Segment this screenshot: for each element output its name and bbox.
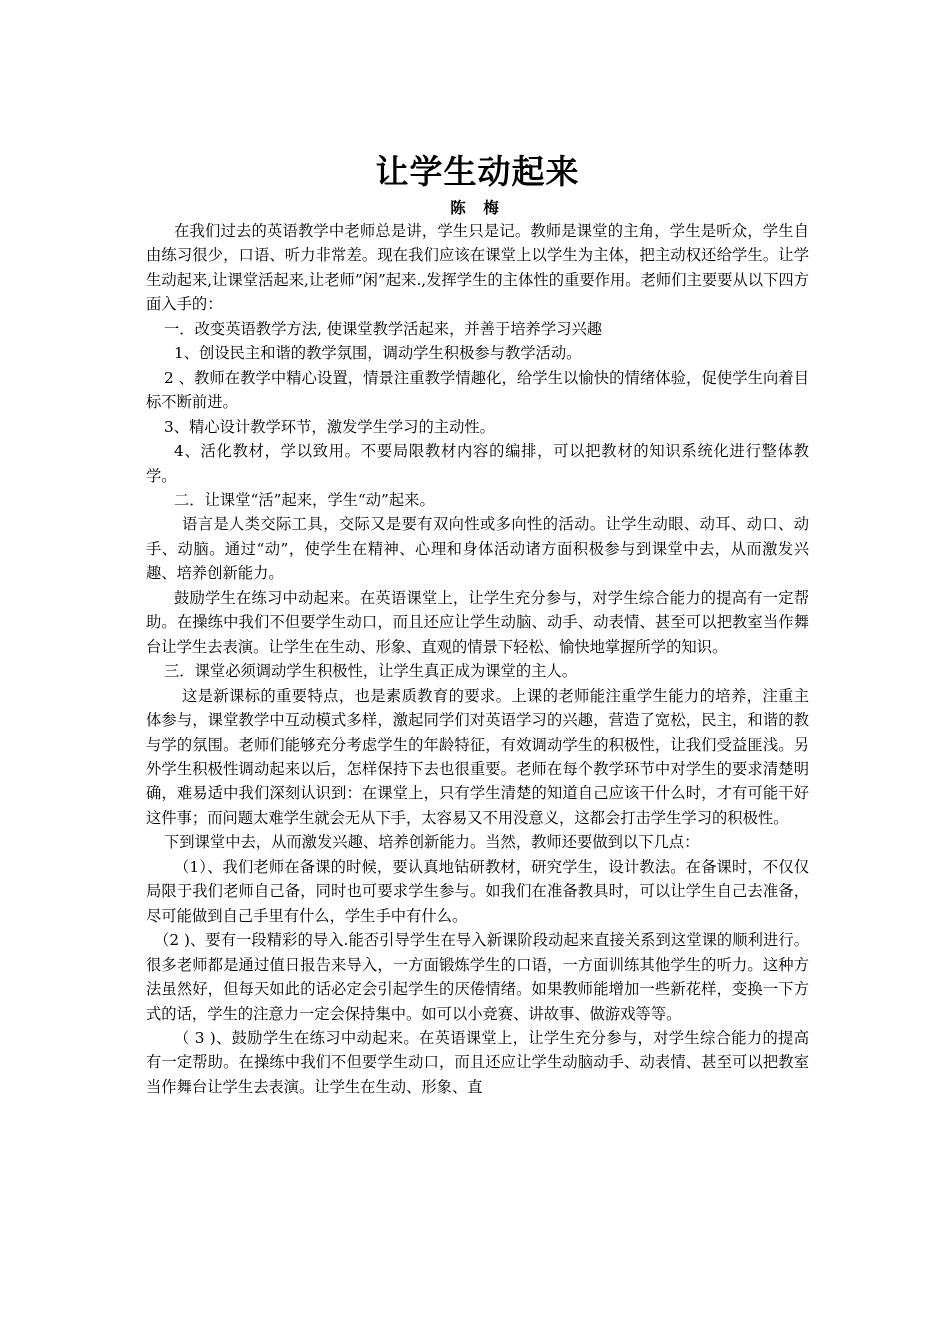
list-item: （2 )、要有一段精彩的导入.能否引导学生在导入新课阶段动起来直接关系到这堂课的顺利进行。很多老师都是通过值日报告来导入，一方面锻炼学生的口语，一方面训练其他学生的听力。这种方法虽然好，但每天如此的话必定会引起学生的厌倦情绪。如果教师能增加一些新花样，变换一下方式的话，学生的注意力一定会保持集中。如可以小竞赛、讲故事、做游戏等等。 (146, 931, 809, 1023)
list-item: （1）、我们老师在备课的时候，要认真地钻研教材，研究学生，设计教法。在备课时，不仅仅局限于我们老师自己备，同时也可要求学生参与。如我们在准备教具时，可以让学生自己去准备，尽可能做到自己手里有什么，学生手中有什么。 (146, 857, 809, 925)
paragraph: 鼓励学生在练习中动起来。在英语课堂上，让学生充分参与，对学生综合能力的提高有一定帮助。在操练中我们不但要学生动口，而且还应让学生动脑、动手、动表情、甚至可以把教室当作舞台让学生去表演。让学生在生动、形象、直观的情景下轻松、愉快地掌握所学的知识。 (146, 588, 809, 656)
section-heading: 二．让课堂“活”起来，学生“动”起来。 (174, 490, 435, 509)
list-item: 3、精心设计教学环节，激发学生学习的主动性。 (164, 417, 495, 436)
document-title: 让学生动起来 (375, 152, 580, 191)
list-item: 1、创设民主和谐的教学氛围，调动学生积极参与教学活动。 (174, 344, 582, 363)
section-heading: 三．课堂必须调动学生积极性，让学生真正成为课堂的主人。 (164, 662, 578, 681)
section-heading: 一．改变英语教学方法, 使课堂教学活起来，并善于培养学习兴趣 (164, 319, 603, 338)
paragraph: 语言是人类交际工具，交际又是要有双向性或多向性的活动。让学生动眼、动耳、动口、动手、动脑。通过“动”，使学生在精神、心理和身体活动诸方面积极参与到课堂中去，从而激发兴趣、培养创新能力。 (146, 515, 809, 583)
paragraph: 在我们过去的英语教学中老师总是讲，学生只是记。教师是课堂的主角，学生是听众，学生自由练习很少，口语、听力非常差。现在我们应该在课堂上以学生为主体，把主动权还给学生。让学生动起来,让课堂活起来,让老师”闲”起来.,发挥学生的主体性的重要作用。老师们主要要从以下四方面入手的： (146, 222, 809, 314)
paragraph: 下到课堂中去，从而激发兴趣、培养创新能力。当然，教师还要做到以下几点： (164, 833, 700, 852)
paragraph: 这是新课标的重要特点，也是素质教育的要求。上课的老师能注重学生能力的培养，注重主体参与，课堂教学中互动模式多样，激起同学们对英语学习的兴趣，营造了宽松，民主，和谐的教与学的氛围。老师们能够充分考虑学生的年龄特征，有效调动学生的积极性，让我们受益匪浅。另外学生积极性调动起来以后，怎样保持下去也很重要。老师在每个教学环节中对学生的要求清楚明确，难易适中我们深刻认识到：在课堂上，只有学生清楚的知道自己应该干什么时，才有可能干好这件事；而问题太难学生就会无从下手，太容易又不用没意义，这都会打击学生学习的积极性。 (146, 686, 809, 827)
author-name: 陈 梅 (450, 199, 505, 217)
list-item: 4、活化教材，学以致用。不要局限教材内容的编排，可以把教材的知识系统化进行整体教学。 (146, 442, 809, 485)
list-item: 2 、教师在教学中精心设置，情景注重教学情趣化，给学生以愉快的情绪体验，促使学生向着目标不断前进。 (146, 368, 809, 412)
list-item: （ 3 )、鼓励学生在练习中动起来。在英语课堂上，让学生充分参与，对学生综合能力的提高有一定帮助。在操练中我们不但要学生动口，而且还应让学生动脑动手、动表情、甚至可以把教室当作舞台让学生去表演。让学生在生动、形象、直 (146, 1028, 809, 1096)
document-page (146, 150, 809, 1099)
